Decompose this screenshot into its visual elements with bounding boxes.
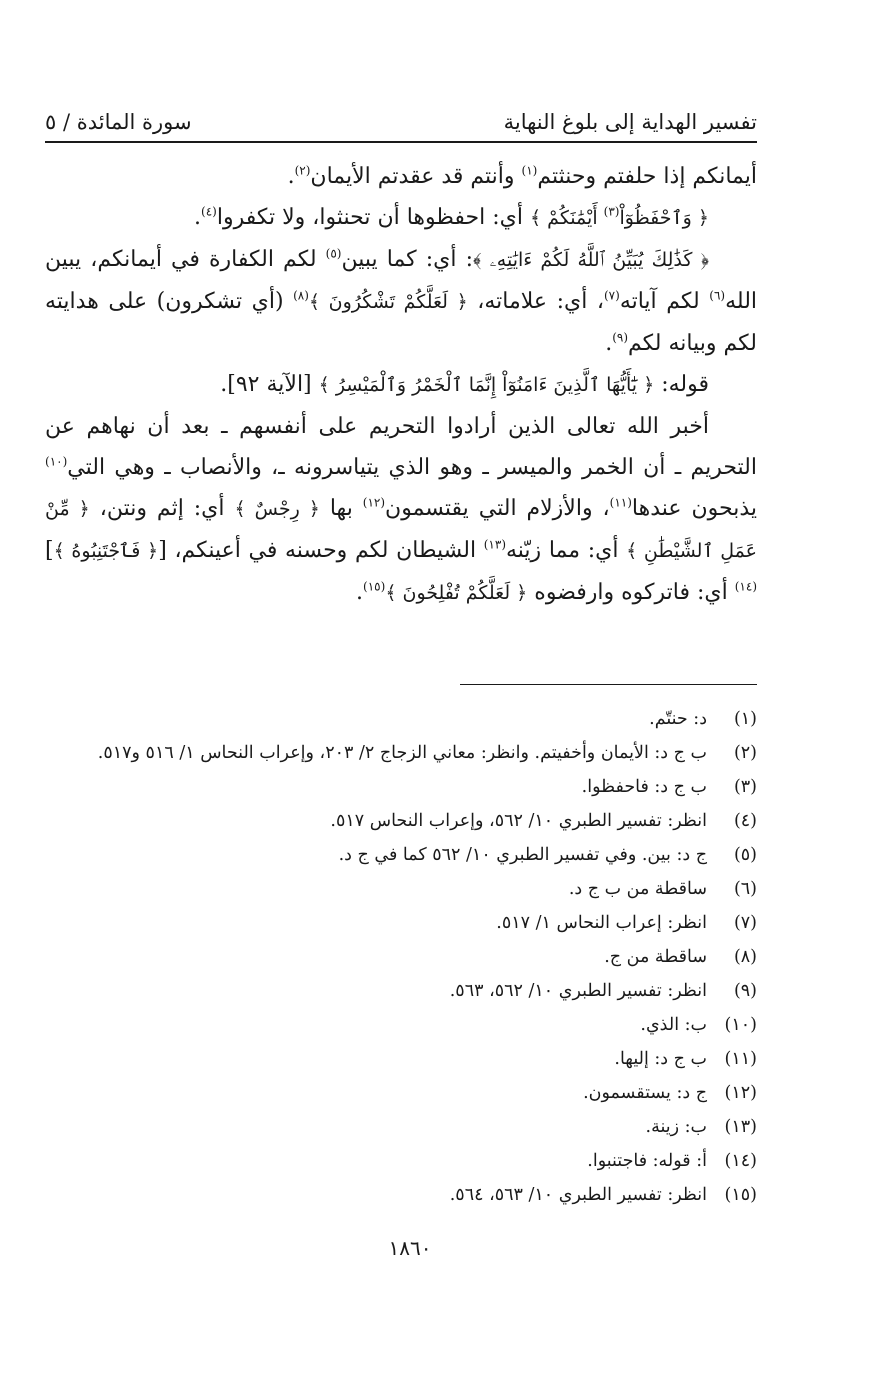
footnote [45,1008,757,1042]
text-run: أيمانكم إذا حلفتم وحنثتم [537,164,757,189]
footnote-text: ساقطة من ج. [604,947,707,967]
quran-quote: أَيْمَٰنَكُمْ ﴾ [530,207,604,229]
footnote-ref: (٦) [709,288,726,303]
footnote-ref: (٧) [603,288,620,303]
footnote [45,804,757,838]
text-run: أي: احفظوها أن تحنثوا، ولا تكفروا [216,205,530,230]
footnote-ref: (٣) [603,204,620,219]
quran-quote: ﴿ لَعَلَّكُمْ تَشْكُرُونَ ﴾ [308,291,468,313]
footnote-number: (١) [733,709,757,729]
text-run: وأنتم قد عقدتم الأيمان [310,164,522,189]
footnote [45,1042,757,1076]
text-run: قوله: [654,372,709,397]
footnote [45,1076,757,1110]
footnote-text: انظر: تفسير الطبري ١٠/ ٥٦٢، ٥٦٣. [449,981,707,1001]
text-run: ، والأزلام التي يقتسمون [385,496,610,521]
footnote-number: (٤) [733,811,757,831]
footnote-ref: (٨) [293,288,309,303]
footnote-text: ب ج د: فاحفظوا. [581,777,707,797]
footnote-number: (١٥) [724,1185,757,1205]
footnote-ref: (٢) [294,163,311,178]
text-run: : أي: كما يبين [341,247,474,272]
footnote-number: (٨) [733,947,757,967]
quran-quote: ﴿ رِجْسٌ ﴾ [234,498,320,520]
book-title: تفسير الهداية إلى بلوغ النهاية [503,110,757,134]
footnote-text: ج د: بين. وفي تفسير الطبري ١٠/ ٥٦٢ كما في ج د. [338,845,707,865]
footnote-number: (١٠) [724,1015,757,1035]
footnote [45,1178,757,1212]
footnote [45,940,757,974]
footnote-text: ب: الذي. [640,1015,707,1035]
running-header [45,98,757,134]
text-run: يذبحون عندها [631,496,757,521]
text-run: أي: مما زيّنه [506,538,627,563]
text-run: [الآية ٩٢]. [220,372,319,397]
text-run: لكم آياته [619,289,710,314]
quran-quote: ﴿ فَٱجْتَنِبُوهُ ﴾ [53,540,159,562]
text-run: بها [319,496,363,521]
footnote [45,906,757,940]
footnote-text: ساقطة من ب ج د. [568,879,707,899]
paragraph [45,364,757,406]
footnote-number: (١٣) [724,1117,757,1137]
footnote [45,702,757,736]
main-text [45,156,757,614]
footnote-number: (٩) [733,981,757,1001]
footnote-text: ب ج د: إليها. [614,1049,707,1069]
paragraph [45,156,757,197]
footnotes [45,702,757,1212]
footnote [45,974,757,1008]
quran-quote: ﴿ لَعَلَّكُمْ تُفْلِحُونَ ﴾ [385,582,528,604]
text-run: الشيطان لكم وحسنه في أعينكم، [ [158,538,484,563]
footnote-ref: (٩) [612,330,629,345]
text-run: . [194,205,202,230]
footnote-ref: (١١) [609,495,632,510]
surah-label: سورة المائدة / ٥ [45,110,192,134]
footnote-text: أ: قوله: فاجتنبوا. [587,1151,707,1171]
footnote-text: انظر: تفسير الطبري ١٠/ ٥٦٢، وإعراب النحاس ٥١٧. [330,811,707,831]
footnote-text: د: حنتّم. [649,709,707,729]
text-run: (أي تشكرون) على هدايته لكم وبيانه لكم [45,289,757,356]
footnote-text: ب: زينة. [645,1117,707,1137]
quran-quote: ﴿ وَٱحْفَظُوٓاْ [619,207,709,229]
footnote [45,1144,757,1178]
footnote-text: ج د: يستقسمون. [583,1083,707,1103]
paragraph [45,239,757,364]
footnote-number: (١٢) [724,1083,757,1103]
footnote [45,1110,757,1144]
text-run: . [287,164,295,189]
text-run: لكم الكفارة في أيمانكم، يبين الله [45,247,758,314]
footnote-ref: (١٣) [483,537,506,552]
footnote-ref: (٤) [201,204,217,219]
footnote-ref: (١٢) [362,495,386,510]
footnote-ref: (١٤) [734,579,757,594]
footnote-number: (١٤) [724,1151,757,1171]
quran-quote: ﴿ يَٰٓأَيُّهَا ٱلَّذِينَ ءَامَنُوٓاْ إِنَّمَا ٱلْخَمْرُ وَٱلْمَيْسِرُ ﴾ [318,374,655,396]
footnote-number: (٧) [733,913,757,933]
text-run: . [356,580,364,605]
footnote-number: (٦) [733,879,757,899]
footnote-text: انظر: تفسير الطبري ١٠/ ٥٦٣، ٥٦٤. [449,1185,707,1205]
text-run: . [605,331,613,356]
text-run: أي: فاتركوه وارفضوه [527,580,735,605]
quran-quote: ﴿ كَذَٰلِكَ يُبَيِّنُ ٱللَّهُ لَكُمْ ءَايَٰتِهِۦ ﴾ [473,249,709,271]
text-run: ] [45,538,54,563]
text-run: ، أي: علاماته، [467,289,604,314]
footnote [45,770,757,804]
header-rule [45,141,757,143]
quran-quote: ﴿ مِّنْ عَمَلِ ٱلشَّيْطَٰنِ ﴾ [45,498,757,562]
paragraph [45,406,757,614]
footnote-ref: (١٥) [363,579,386,594]
footnote-ref: (١) [521,163,538,178]
footnote [45,838,757,872]
footnote-separator [460,684,757,685]
footnote-ref: (١٠) [45,454,68,469]
text-run: أخبر الله تعالى الذين أرادوا التحريم على أنفسهم ـ بعد أن نهاهم عن التحريم ـ أن الخمر والميسر ـ وهو الذي يتياسرونه ـ، والأنصاب ـ وهي التي [45,414,757,480]
text-run: أي: إثم ونتن، [89,496,235,521]
footnote-number: (٣) [733,777,757,797]
footnote [45,736,757,770]
footnote [45,872,757,906]
page-number: ١٨٦٠ [388,1236,432,1260]
footnote-number: (٥) [733,845,757,865]
paragraph [45,197,757,239]
footnote-text: ب ج د: الأيمان وأخفيتم. وانظر: معاني الزجاج ٢/ ٢٠٣، وإعراب النحاس ١/ ٥١٦ و٥١٧. [97,743,707,763]
footnote-number: (٢) [733,743,757,763]
footnote-number: (١١) [724,1049,757,1069]
footnote-ref: (٥) [325,246,342,261]
footnote-text: انظر: إعراب النحاس ١/ ٥١٧. [496,913,707,933]
